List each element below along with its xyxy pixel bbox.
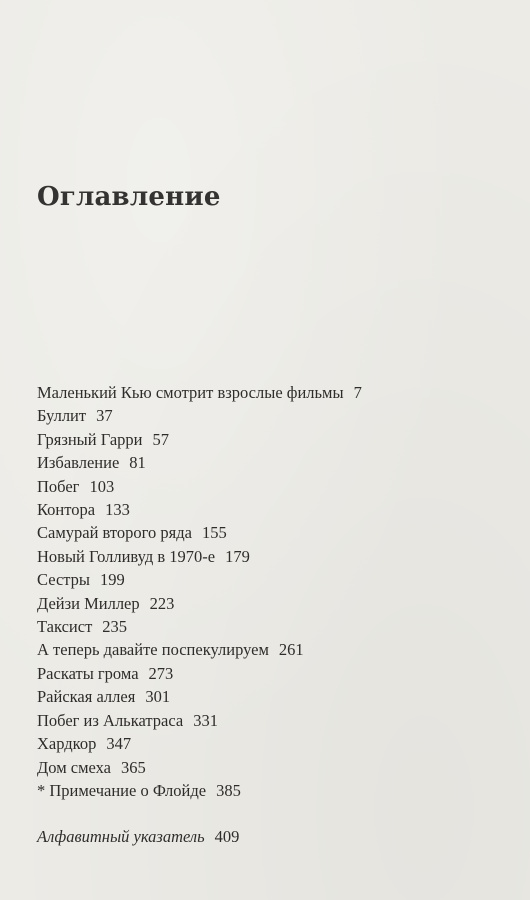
toc-entry [37,592,362,615]
toc-entry-title: Побег из Алькатраса [37,710,184,730]
toc-entry-page: 81 [129,453,146,473]
toc-entry-title: Дейзи Миллер [37,593,140,613]
toc-entry [37,756,362,779]
toc-entry-title: Контора [37,500,96,520]
toc-entry-title: Хардкор [37,734,97,754]
toc-entry-title: Самурай второго ряда [37,523,192,543]
toc-entry-title: Раскаты грома [37,663,139,683]
index-entry-title: Алфавитный указатель [37,827,205,846]
toc-entry-page: 301 [145,687,171,707]
toc-entry-title: Буллит [37,406,87,426]
toc-entry-page: 37 [96,406,113,426]
toc-entry-title: Дом смеха [37,757,111,777]
toc-entry-title: А теперь давайте поспекулируем [37,640,269,660]
toc-entry-page: 179 [225,546,250,566]
toc-entry-page: 261 [278,640,304,660]
toc-entry [37,568,362,591]
toc-entry-title: Избавление [37,453,120,473]
toc-entry-page: 385 [216,780,241,800]
toc-entry [37,545,362,568]
page-title: Оглавление [37,182,221,212]
toc-entry [37,638,362,661]
toc-entry-title: Маленький Кью смотрит взрослые фильмы [37,383,344,402]
toc-entry-title: * Примечание о Флойде [37,780,207,800]
toc-entry [37,662,362,685]
toc-entry-title: Грязный Гарри [37,429,143,449]
toc-entry [37,779,362,802]
toc-entry-page: 235 [102,617,128,637]
toc-entry-page: 155 [201,523,227,543]
toc-entry [37,521,362,544]
toc-entry-page: 365 [120,757,146,777]
toc-entry-title: Новый Голливуд в 1970-е [37,546,216,566]
toc-entry-page: 273 [148,663,174,683]
toc-entry-page: 133 [105,500,130,520]
toc-entry [37,709,362,732]
toc-entry-page: 347 [106,734,132,754]
toc-entry-title: Сестры [37,570,91,590]
index-entry [37,827,239,847]
index-entry-page: 409 [214,827,240,846]
toc-entry-page: 7 [353,383,362,402]
toc-entry-page: 223 [149,593,175,613]
table-of-contents [37,381,362,802]
toc-entry [37,685,362,708]
toc-entry [37,381,362,404]
toc-entry [37,451,362,474]
toc-entry [37,498,362,521]
toc-entry-title: Таксист [37,617,93,637]
toc-entry-page: 331 [193,710,218,730]
toc-entry-page: 103 [89,476,115,496]
toc-entry [37,732,362,755]
toc-entry-title: Побег [37,476,80,496]
toc-entry-page: 57 [152,429,170,449]
toc-entry [37,475,362,498]
toc-entry [37,404,362,427]
toc-entry-page: 199 [100,570,125,590]
toc-entry [37,615,362,638]
toc-entry-title: Райская аллея [37,687,136,707]
toc-entry [37,428,362,451]
